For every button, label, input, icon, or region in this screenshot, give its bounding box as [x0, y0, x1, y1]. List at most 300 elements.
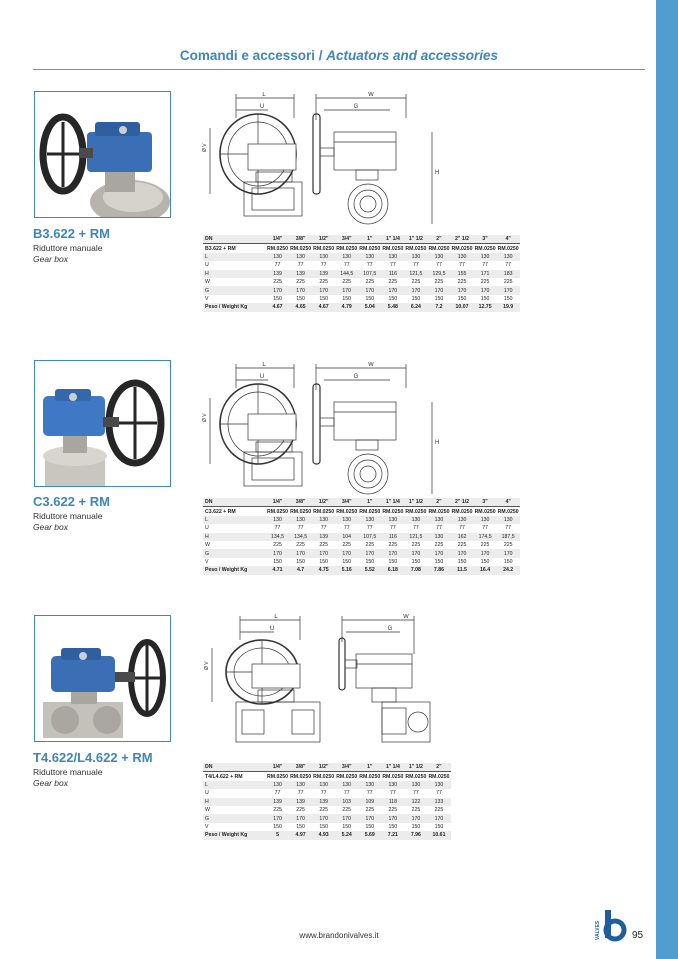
- table-cell: 130: [335, 516, 358, 524]
- table-cell: 77: [404, 524, 427, 532]
- table-cell: 130: [497, 516, 520, 524]
- table-cell: 4.65: [289, 303, 312, 311]
- table-cell: 77: [381, 524, 404, 532]
- table-cell: 225: [358, 541, 381, 549]
- table-cell: 130: [474, 253, 497, 261]
- table-cell: 170: [404, 286, 427, 294]
- table-cell: 130: [266, 781, 289, 789]
- table-row: [203, 524, 520, 532]
- table-cell: 1/4": [266, 498, 289, 507]
- table-row-label: DN: [203, 763, 266, 772]
- table-row-label: Peso / Weight Kg: [203, 831, 266, 839]
- table-cell: 3": [474, 235, 497, 244]
- table-row: [203, 541, 520, 549]
- table-cell: 150: [427, 823, 450, 831]
- table-row-label: H: [203, 798, 266, 806]
- table-cell: 139: [312, 533, 335, 541]
- table-cell: 150: [451, 558, 474, 566]
- table-cell: 133: [427, 798, 450, 806]
- table-cell: 12.75: [474, 303, 497, 311]
- table-cell: 225: [312, 806, 335, 814]
- table-cell: 130: [427, 253, 450, 261]
- table-cell: 150: [358, 558, 381, 566]
- table-cell: 150: [266, 295, 289, 303]
- table-cell: 1" 1/4: [381, 498, 404, 507]
- table-cell: 1/2": [312, 498, 335, 507]
- table-cell: 170: [289, 814, 312, 822]
- table-row-label: W: [203, 541, 266, 549]
- dimension-table: [203, 235, 520, 312]
- table-cell: 77: [451, 261, 474, 269]
- table-cell: 77: [266, 789, 289, 797]
- table-cell: 225: [404, 541, 427, 549]
- table-cell: 1": [358, 498, 381, 507]
- table-cell: RM.0250: [313, 773, 335, 780]
- table-row: [203, 278, 520, 286]
- table-cell: RM.0250: [336, 245, 358, 252]
- table-cell: 130: [404, 253, 427, 261]
- table-cell: 170: [381, 286, 404, 294]
- table-cell: 104: [335, 533, 358, 541]
- table-cell: 225: [497, 541, 520, 549]
- table-weight-row: [203, 566, 520, 574]
- table-cell: 1" 1/2: [404, 235, 427, 244]
- table-cell: 107,5: [358, 533, 381, 541]
- table-cell: RM.0250: [405, 245, 427, 252]
- dim-label-w: W: [403, 614, 409, 620]
- table-row-label: G: [203, 286, 266, 294]
- table-cell: 4.93: [312, 831, 335, 839]
- table-row-label: U: [203, 261, 266, 269]
- table-cell: 5.04: [358, 303, 381, 311]
- table-cell: 77: [404, 261, 427, 269]
- table-cell: RM.0250: [267, 245, 289, 252]
- table-cell: RM.0250: [428, 508, 450, 515]
- table-cell: RM.0250: [359, 245, 381, 252]
- table-cell: RM.0250: [267, 508, 289, 515]
- table-cell: 77: [497, 261, 520, 269]
- table-cell: 3/8": [289, 235, 312, 244]
- table-cell: 5.69: [358, 831, 381, 839]
- dimension-table: [203, 763, 451, 840]
- footer-website: www.brandonivalves.it: [299, 931, 379, 940]
- table-cell: 77: [289, 524, 312, 532]
- table-cell: RM.0250: [382, 508, 404, 515]
- description-english: Gear box: [33, 778, 68, 788]
- table-cell: 77: [358, 524, 381, 532]
- table-cell: 225: [312, 541, 335, 549]
- table-cell: 77: [474, 261, 497, 269]
- table-cell: 150: [289, 823, 312, 831]
- table-cell: 4.79: [335, 303, 358, 311]
- table-cell: 1": [358, 235, 381, 244]
- dimension-drawing: [196, 362, 446, 502]
- table-row: [203, 823, 451, 831]
- table-row-label: B3.622 + RM: [203, 244, 266, 253]
- table-cell: 134,5: [289, 533, 312, 541]
- table-row: [203, 806, 451, 814]
- description-italian: Riduttore manuale: [33, 511, 103, 521]
- table-cell: 107,5: [358, 270, 381, 278]
- table-cell: 1" 1/4: [381, 235, 404, 244]
- table-cell: 225: [312, 278, 335, 286]
- table-cell: RM.0250: [313, 245, 335, 252]
- table-cell: RM.0250: [336, 508, 358, 515]
- table-cell: 118: [381, 798, 404, 806]
- table-row-label: V: [203, 295, 266, 303]
- table-cell: 19.9: [497, 303, 520, 311]
- table-cell: 5.24: [335, 831, 358, 839]
- description-italian: Riduttore manuale: [33, 767, 103, 777]
- table-cell: 170: [497, 286, 520, 294]
- table-row-label: C3.622 + RM: [203, 507, 266, 516]
- table-cell: 130: [335, 781, 358, 789]
- table-cell: 77: [497, 524, 520, 532]
- table-cell: 170: [358, 286, 381, 294]
- model-name: B3.622 + RM: [33, 226, 110, 241]
- table-cell: 144,5: [335, 270, 358, 278]
- table-cell: 77: [312, 789, 335, 797]
- dim-label-g: G: [353, 104, 359, 110]
- table-row-label: Peso / Weight Kg: [203, 566, 266, 574]
- table-cell: 130: [312, 781, 335, 789]
- table-cell: RM.0250: [313, 508, 335, 515]
- table-row: [203, 558, 520, 566]
- table-cell: RM.0250: [290, 773, 312, 780]
- table-cell: 130: [474, 516, 497, 524]
- table-cell: 225: [358, 806, 381, 814]
- table-cell: 170: [404, 814, 427, 822]
- table-row: [203, 549, 520, 557]
- table-cell: 150: [335, 823, 358, 831]
- table-header-row: [203, 235, 520, 244]
- table-cell: 170: [451, 286, 474, 294]
- table-cell: 225: [289, 278, 312, 286]
- dim-label-u: U: [259, 374, 265, 380]
- model-name: T4.622/L4.622 + RM: [33, 750, 153, 765]
- table-cell: 16.4: [474, 566, 497, 574]
- table-row-label: V: [203, 823, 266, 831]
- table-cell: 1/4": [266, 235, 289, 244]
- table-cell: 5.48: [381, 303, 404, 311]
- table-cell: 170: [335, 549, 358, 557]
- table-cell: 4": [497, 498, 520, 507]
- table-cell: 11.5: [451, 566, 474, 574]
- table-cell: 150: [358, 295, 381, 303]
- table-cell: 150: [335, 558, 358, 566]
- table-cell: 150: [497, 558, 520, 566]
- table-cell: 130: [312, 516, 335, 524]
- table-cell: 77: [335, 524, 358, 532]
- table-cell: 4.75: [312, 566, 335, 574]
- table-header-row: [203, 498, 520, 507]
- table-cell: 130: [404, 781, 427, 789]
- table-row: [203, 798, 451, 806]
- table-cell: 150: [427, 558, 450, 566]
- table-cell: 170: [358, 814, 381, 822]
- table-cell: 134,5: [266, 533, 289, 541]
- table-cell: 170: [289, 286, 312, 294]
- table-cell: 77: [427, 261, 450, 269]
- table-cell: 1/2": [312, 763, 335, 772]
- table-header-row: [203, 763, 451, 772]
- table-cell: 170: [335, 286, 358, 294]
- description-italian: Riduttore manuale: [33, 243, 103, 253]
- table-cell: 130: [497, 253, 520, 261]
- dim-label-g: G: [387, 626, 393, 632]
- table-cell: 5.52: [358, 566, 381, 574]
- table-cell: 1" 1/4: [381, 763, 404, 772]
- table-cell: 4.71: [266, 566, 289, 574]
- table-cell: 77: [312, 524, 335, 532]
- table-cell: RM.0250: [474, 508, 496, 515]
- table-cell: RM.0250: [359, 508, 381, 515]
- table-cell: 121,5: [404, 533, 427, 541]
- table-row-label: H: [203, 533, 266, 541]
- table-cell: 130: [358, 253, 381, 261]
- table-cell: 139: [289, 798, 312, 806]
- dim-label-u: U: [259, 104, 265, 110]
- table-cell: 130: [358, 516, 381, 524]
- table-cell: 130: [451, 253, 474, 261]
- table-row-label: H: [203, 270, 266, 278]
- table-cell: 150: [474, 558, 497, 566]
- table-cell: 77: [358, 261, 381, 269]
- table-cell: 225: [335, 541, 358, 549]
- table-cell: 225: [451, 541, 474, 549]
- product-photo: [34, 91, 171, 218]
- table-cell: 130: [451, 516, 474, 524]
- table-cell: 10.07: [451, 303, 474, 311]
- table-cell: 225: [427, 278, 450, 286]
- logo-text: VALVES: [595, 920, 601, 940]
- table-row-label: U: [203, 524, 266, 532]
- table-cell: 170: [358, 549, 381, 557]
- table-cell: 1/4": [266, 763, 289, 772]
- table-cell: RM.0250: [451, 245, 473, 252]
- table-cell: 170: [312, 549, 335, 557]
- table-cell: 77: [312, 261, 335, 269]
- table-cell: 225: [474, 278, 497, 286]
- table-cell: 7.2: [427, 303, 450, 311]
- table-row: [203, 781, 451, 789]
- table-row: [203, 533, 520, 541]
- table-cell: 183: [497, 270, 520, 278]
- table-cell: 170: [312, 814, 335, 822]
- table-cell: 2" 1/2: [451, 498, 474, 507]
- table-cell: 77: [266, 261, 289, 269]
- table-cell: 225: [404, 278, 427, 286]
- table-model-row: [203, 772, 451, 781]
- table-cell: 3/4": [335, 235, 358, 244]
- table-cell: 187,5: [497, 533, 520, 541]
- table-cell: 77: [335, 261, 358, 269]
- table-cell: 150: [404, 558, 427, 566]
- table-cell: 170: [381, 549, 404, 557]
- table-row: [203, 270, 520, 278]
- dimension-drawing: [196, 614, 446, 754]
- table-cell: 130: [289, 516, 312, 524]
- table-cell: 225: [451, 278, 474, 286]
- table-cell: 170: [404, 549, 427, 557]
- table-cell: 3/4": [335, 498, 358, 507]
- table-cell: RM.0250: [474, 245, 496, 252]
- table-row: [203, 814, 451, 822]
- table-cell: 130: [266, 253, 289, 261]
- table-cell: 225: [427, 806, 450, 814]
- table-cell: 130: [358, 781, 381, 789]
- table-cell: 139: [289, 270, 312, 278]
- table-cell: 130: [427, 516, 450, 524]
- table-cell: 1": [358, 763, 381, 772]
- description-english: Gear box: [33, 254, 68, 264]
- table-cell: 225: [497, 278, 520, 286]
- dim-label-w: W: [368, 92, 374, 98]
- table-weight-row: [203, 303, 520, 311]
- table-cell: 3/8": [289, 763, 312, 772]
- table-row-label: L: [203, 253, 266, 261]
- table-cell: 150: [312, 823, 335, 831]
- table-cell: 5: [266, 831, 289, 839]
- table-cell: 150: [451, 295, 474, 303]
- table-row-label: G: [203, 814, 266, 822]
- table-cell: 1" 1/2: [404, 498, 427, 507]
- dim-label-u: U: [269, 626, 275, 632]
- table-row-label: L: [203, 781, 266, 789]
- table-cell: 4.67: [312, 303, 335, 311]
- table-cell: RM.0250: [267, 773, 289, 780]
- table-cell: 2" 1/2: [451, 235, 474, 244]
- table-model-row: [203, 507, 520, 516]
- table-cell: 4.97: [289, 831, 312, 839]
- table-cell: 170: [497, 549, 520, 557]
- table-row-label: W: [203, 278, 266, 286]
- table-cell: 225: [474, 541, 497, 549]
- table-cell: RM.0250: [359, 773, 381, 780]
- table-cell: 150: [404, 823, 427, 831]
- table-row-label: L: [203, 516, 266, 524]
- table-cell: 170: [427, 286, 450, 294]
- table-cell: 139: [266, 798, 289, 806]
- table-cell: 6.24: [404, 303, 427, 311]
- table-cell: 77: [335, 789, 358, 797]
- table-row: [203, 295, 520, 303]
- table-cell: 139: [312, 798, 335, 806]
- table-row: [203, 261, 520, 269]
- table-cell: 2": [427, 498, 450, 507]
- table-cell: 130: [335, 253, 358, 261]
- table-cell: 24.2: [497, 566, 520, 574]
- dimension-drawing: [196, 92, 446, 232]
- table-cell: RM.0250: [497, 245, 519, 252]
- table-row-label: W: [203, 806, 266, 814]
- table-cell: 121,5: [404, 270, 427, 278]
- table-cell: 170: [266, 549, 289, 557]
- table-cell: 5.16: [335, 566, 358, 574]
- table-cell: 77: [358, 789, 381, 797]
- table-cell: 225: [358, 278, 381, 286]
- table-cell: RM.0250: [497, 508, 519, 515]
- table-cell: 170: [312, 286, 335, 294]
- table-cell: 77: [381, 789, 404, 797]
- table-cell: 77: [289, 789, 312, 797]
- table-cell: 170: [381, 814, 404, 822]
- table-cell: 77: [427, 524, 450, 532]
- table-cell: 2": [427, 763, 450, 772]
- dim-label-v: Ø V: [204, 661, 210, 670]
- table-cell: 150: [289, 558, 312, 566]
- table-cell: RM.0250: [290, 245, 312, 252]
- header-divider: [33, 69, 645, 70]
- table-cell: 170: [474, 549, 497, 557]
- table-cell: 225: [427, 541, 450, 549]
- table-row: [203, 789, 451, 797]
- table-cell: 225: [404, 806, 427, 814]
- table-cell: 130: [312, 253, 335, 261]
- table-cell: 150: [312, 295, 335, 303]
- table-cell: 4.67: [266, 303, 289, 311]
- table-cell: 225: [381, 806, 404, 814]
- table-cell: RM.0250: [382, 773, 404, 780]
- table-cell: 225: [266, 806, 289, 814]
- table-cell: 170: [474, 286, 497, 294]
- table-row-label: DN: [203, 498, 266, 507]
- table-cell: 103: [335, 798, 358, 806]
- title-italian: Comandi e accessori /: [179, 48, 327, 63]
- table-cell: RM.0250: [405, 773, 427, 780]
- table-cell: 130: [381, 516, 404, 524]
- page-number: 95: [632, 930, 644, 941]
- table-row-label: Peso / Weight Kg: [203, 303, 266, 311]
- table-cell: 130: [427, 781, 450, 789]
- table-cell: 150: [289, 295, 312, 303]
- table-cell: 155: [451, 270, 474, 278]
- table-cell: RM.0250: [336, 773, 358, 780]
- table-cell: 3/8": [289, 498, 312, 507]
- brand-logo-icon: [594, 906, 628, 949]
- table-cell: 116: [381, 533, 404, 541]
- table-row: [203, 286, 520, 294]
- table-cell: 170: [266, 814, 289, 822]
- table-cell: 150: [266, 823, 289, 831]
- table-cell: 170: [266, 286, 289, 294]
- dimension-table: [203, 498, 520, 575]
- table-row: [203, 253, 520, 261]
- table-cell: 150: [381, 823, 404, 831]
- table-row-label: T4/L4.622 + RM: [203, 772, 266, 781]
- table-cell: 130: [427, 533, 450, 541]
- table-cell: 225: [266, 541, 289, 549]
- page-title: [0, 48, 678, 63]
- table-cell: 1" 1/2: [404, 763, 427, 772]
- side-color-bar: [656, 0, 678, 959]
- table-cell: 130: [289, 781, 312, 789]
- description-english: Gear box: [33, 522, 68, 532]
- table-cell: RM.0250: [428, 773, 450, 780]
- table-cell: 174,5: [474, 533, 497, 541]
- table-cell: 150: [381, 295, 404, 303]
- table-cell: 150: [427, 295, 450, 303]
- table-row-label: V: [203, 558, 266, 566]
- dim-label-l: L: [262, 92, 266, 98]
- table-row-label: U: [203, 789, 266, 797]
- dim-label-h: H: [435, 170, 440, 176]
- table-cell: 130: [266, 516, 289, 524]
- table-cell: 77: [427, 789, 450, 797]
- table-cell: 122: [404, 798, 427, 806]
- dim-label-h: H: [435, 440, 440, 446]
- table-cell: RM.0250: [428, 245, 450, 252]
